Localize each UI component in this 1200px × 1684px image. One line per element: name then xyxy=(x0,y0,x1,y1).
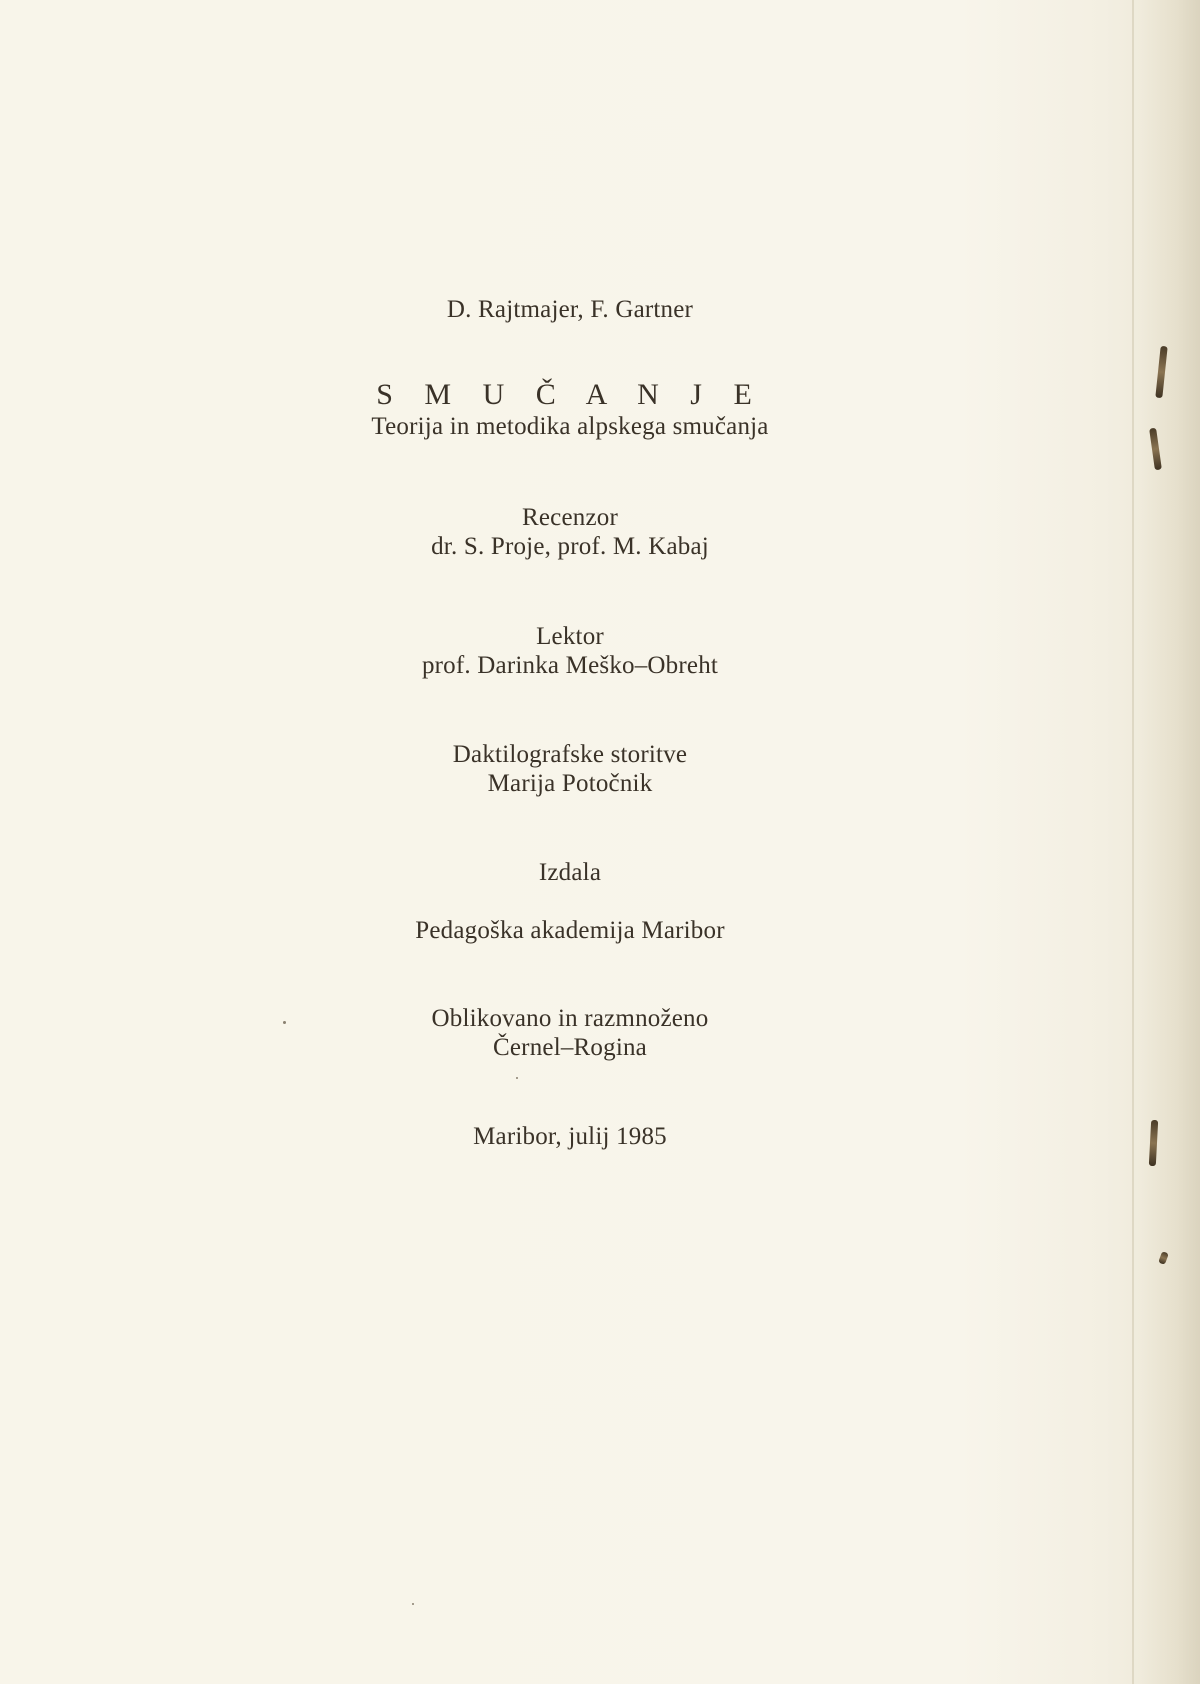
typing-label: Daktilografske storitve xyxy=(452,741,688,768)
reviewer-label: Recenzor xyxy=(522,504,618,531)
authors: D. Rajtmajer, F. Gartner xyxy=(446,296,694,323)
typing-name: Marija Potočnik xyxy=(487,770,653,797)
book-title: S M U Č A N J E xyxy=(376,378,764,411)
editor-label: Lektor xyxy=(536,623,604,650)
production-label: Oblikovano in razmnoženo xyxy=(431,1005,709,1032)
place-date: Maribor, julij 1985 xyxy=(473,1123,667,1150)
paper-speck xyxy=(283,1021,286,1024)
publisher-name: Pedagoška akademija Maribor xyxy=(415,917,725,944)
fold-line xyxy=(1132,0,1134,1684)
reviewer-names: dr. S. Proje, prof. M. Kabaj xyxy=(431,533,709,560)
production-name: Černel–Rogina xyxy=(493,1034,647,1061)
publisher-label: Izdala xyxy=(538,859,602,886)
editor-name: prof. Darinka Meško–Obreht xyxy=(421,652,719,679)
spine-shadow xyxy=(1140,0,1200,1684)
paper-speck xyxy=(412,1603,414,1605)
paper-speck xyxy=(516,1077,518,1079)
book-subtitle: Teorija in metodika alpskega smučanja xyxy=(371,413,769,440)
